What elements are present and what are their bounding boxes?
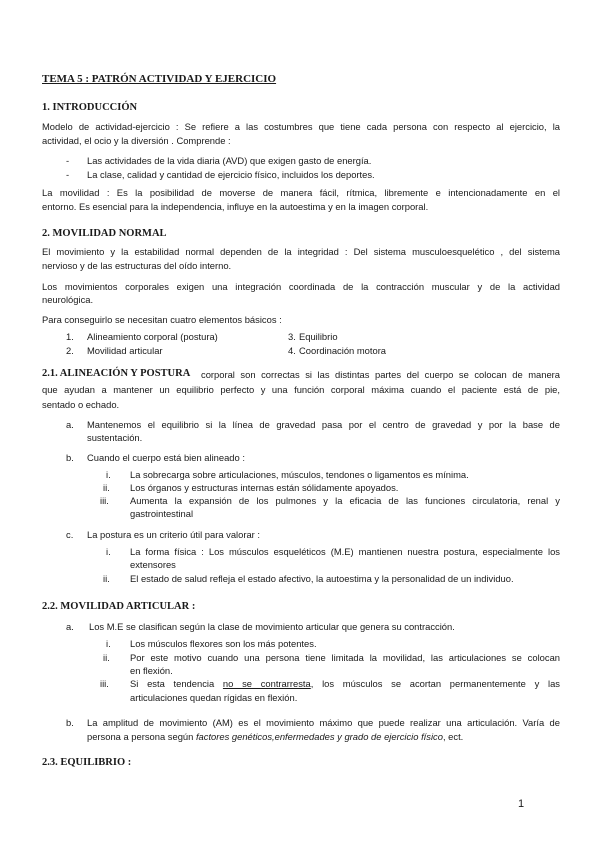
list-marker-c: c. bbox=[66, 529, 74, 540]
s21-b-item-2: Los órganos y estructuras internas están sólidamente apoyados. bbox=[130, 482, 399, 493]
element-number: 4. bbox=[288, 345, 296, 356]
s1-paragraph-2-line-2: entorno. Es esencial para la independencia, influye en la autoestima y en la imagen corporal. bbox=[42, 201, 429, 212]
section-2-1-heading: 2.1. ALINEACIÓN Y POSTURA bbox=[42, 368, 191, 379]
s22-a-intro: Los M.E se clasifican según la clase de movimiento articular que genera su contracción. bbox=[89, 621, 455, 632]
list-marker-a: a. bbox=[66, 419, 74, 430]
s1-paragraph-1-line-1: Modelo de actividad-ejercicio : Se refiere a las costumbres que tiene cada persona con respecto al ejercicio, la bbox=[42, 121, 560, 132]
s2-paragraph-2-line-1: Los movimientos corporales exigen una integración coordinada de la contracción muscular y de la actividad bbox=[42, 281, 560, 292]
roman-marker: ii. bbox=[103, 482, 110, 493]
roman-marker: i. bbox=[106, 638, 111, 649]
s21-c-intro: La postura es un criterio útil para valorar : bbox=[87, 529, 261, 540]
section-1-heading: 1. INTRODUCCIÓN bbox=[42, 102, 138, 113]
s21-b-item-3-line-2: gastrointestinal bbox=[130, 508, 194, 519]
s22-b-line-2-post: , ect. bbox=[442, 731, 464, 742]
s22-a-item-2-line-1: Por este motivo cuando una persona tiene limitada la movilidad, las articulaciones se colocan bbox=[130, 652, 560, 663]
list-marker-a: a. bbox=[66, 621, 74, 632]
roman-marker: ii. bbox=[103, 573, 110, 584]
s22-b-line-1: La amplitud de movimiento (AM) es el movimiento máximo que puede realizar una articulación. Varía de bbox=[87, 717, 560, 728]
section-2-heading: 2. MOVILIDAD NORMAL bbox=[42, 228, 167, 239]
element-number: 2. bbox=[66, 345, 74, 356]
roman-marker: ii. bbox=[103, 652, 110, 663]
s2-paragraph-1-line-2: nervioso y de las estructuras del oído interno. bbox=[42, 260, 232, 271]
s22-b-line-2-italic: factores genéticos,enfermedades y grado de ejercicio físico bbox=[195, 731, 443, 742]
bullet-marker: - bbox=[66, 155, 70, 166]
s2-paragraph-2-line-2: neurológica. bbox=[42, 294, 94, 305]
document-title: TEMA 5 : PATRÓN ACTIVIDAD Y EJERCICIO bbox=[42, 73, 277, 85]
s21-line-2: que ayudan a mantener un equilibrio perfecto y una función corporal máxima cuando el paciente está de pie, bbox=[42, 384, 560, 395]
element-number: 1. bbox=[66, 331, 74, 342]
list-marker-b: b. bbox=[66, 717, 74, 728]
s21-c-item-2: El estado de salud refleja el estado afectivo, la autoestima y la personalidad de un individuo. bbox=[130, 573, 514, 584]
s22-b-line-2 bbox=[87, 731, 463, 743]
element-movilidad: Movilidad articular bbox=[87, 345, 163, 356]
s2-paragraph-3: Para conseguirlo se necesitan cuatro elementos básicos : bbox=[42, 314, 282, 325]
list-marker-b: b. bbox=[66, 452, 74, 463]
bullet-marker: - bbox=[66, 169, 70, 180]
s22-a-item-1: Los músculos flexores son los más potentes. bbox=[130, 638, 317, 649]
s2-paragraph-1-line-1: El movimiento y la estabilidad normal dependen de la integridad : Del sistema musculoesquelético , del sistema bbox=[42, 246, 560, 257]
s21-a-line-1: Mantenemos el equilibrio si la línea de gravedad pasa por el centro de gravedad y por la base de bbox=[87, 419, 560, 430]
roman-marker: i. bbox=[106, 546, 111, 557]
roman-marker: i. bbox=[106, 469, 111, 480]
s21-line-3: sentado o echado. bbox=[42, 399, 120, 410]
element-alineamiento: Alineamiento corporal (postura) bbox=[87, 331, 218, 342]
s21-b-item-3-line-1: Aumenta la expansión de los pulmones y la eficacia de las funciones circulatoria, renal y bbox=[130, 495, 560, 506]
element-coordinacion: Coordinación motora bbox=[299, 345, 387, 356]
s21-b-intro: Cuando el cuerpo está bien alineado : bbox=[87, 452, 245, 463]
s21-line-1-rest: corporal son correctas si las distintas partes del cuerpo se colocan de manera bbox=[201, 369, 560, 380]
s22-a-item-3-line-1 bbox=[130, 678, 560, 690]
s22-a-item-3-post: , los músculos se acortan permanentemente y las bbox=[310, 678, 560, 689]
roman-marker: iii. bbox=[100, 495, 109, 506]
element-number: 3. bbox=[288, 331, 296, 342]
roman-marker: iii. bbox=[100, 678, 109, 689]
s1-bullet-1: Las actividades de la vida diaria (AVD) que exigen gasto de energía. bbox=[87, 155, 372, 166]
section-2-2-heading: 2.2. MOVILIDAD ARTICULAR : bbox=[42, 601, 196, 612]
s22-a-item-3-pre: Si esta tendencia bbox=[130, 678, 215, 689]
section-2-3-heading: 2.3. EQUILIBRIO : bbox=[42, 757, 132, 768]
s22-b-line-2-pre: persona a persona según bbox=[87, 731, 196, 742]
s22-a-item-2-line-2: en flexión. bbox=[130, 665, 173, 676]
s21-c-item-1-line-1: La forma física : Los músculos esqueléticos (M.E) mantienen nuestra postura, especialmente los bbox=[130, 546, 560, 557]
s21-a-line-2: sustentación. bbox=[87, 432, 143, 443]
element-equilibrio: Equilibrio bbox=[299, 331, 338, 342]
s21-c-item-1-line-2: extensores bbox=[130, 559, 176, 570]
s1-paragraph-2-line-1: La movilidad : Es la posibilidad de moverse de manera fácil, rítmica, libremente e intencionadamente en el bbox=[42, 187, 560, 198]
s1-paragraph-1-line-2: actividad, el ocio y la diversión . Comprende : bbox=[42, 135, 231, 146]
s1-bullet-2: La clase, calidad y cantidad de ejercicio físico, incluidos los deportes. bbox=[87, 169, 375, 180]
s21-b-item-1: La sobrecarga sobre articulaciones, músculos, tendones o ligamentos es mínima. bbox=[130, 469, 469, 480]
s22-a-item-3-line-2: articulaciones quedan rígidas en flexión. bbox=[130, 692, 298, 703]
page-number: 1 bbox=[518, 798, 525, 810]
s22-a-item-3-underlined: no se contrarresta bbox=[222, 678, 311, 689]
